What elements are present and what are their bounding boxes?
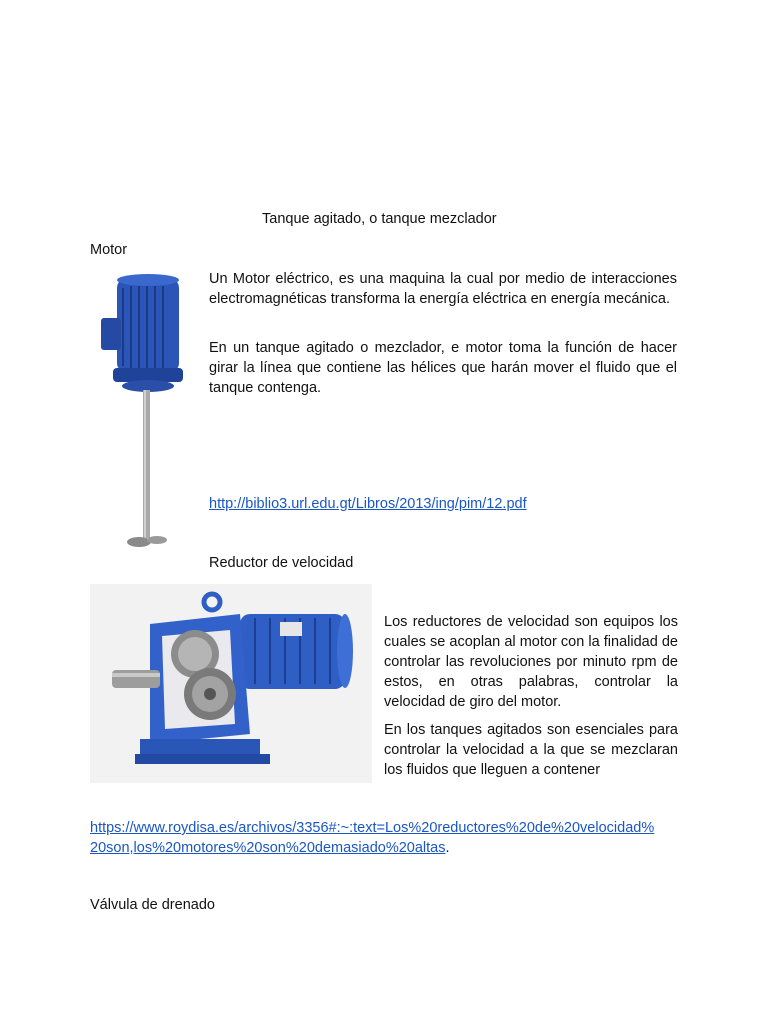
reductor-paragraph-2: En los tanques agitados son esenciales para controlar la velocidad a la que se mezclaran los fluidos que lleguen a contener (384, 722, 678, 778)
motor-agitator-image (95, 268, 195, 553)
motor-heading: Motor (90, 242, 128, 258)
reductor-reference (90, 818, 690, 858)
document-title: Tanque agitado, o tanque mezclador (262, 211, 497, 227)
reductor-reference-period: . (445, 840, 450, 856)
reductor-paragraph-1: Los reductores de velocidad son equipos los cuales se acoplan al motor con la finalidad de controlar las revoluciones por minuto rpm de estos, en otras palabras, controlar la velocidad de giro del motor. (384, 614, 678, 710)
motor-paragraph-2: En un tanque agitado o mezclador, e motor toma la función de hacer girar la línea que contiene las hélices que harán mover el fluido que el tanque contenga. (209, 340, 677, 396)
reductor-reference-link-line1[interactable]: https://www.roydisa.es/archivos/3356#:~:text=Los%20reductores%20de%20velocidad% (90, 820, 655, 836)
motor-reference-link[interactable]: http://biblio3.url.edu.gt/Libros/2013/ing/pim/12.pdf (209, 496, 527, 512)
reductor-heading: Reductor de velocidad (209, 555, 354, 571)
speed-reducer-image (90, 584, 372, 783)
motor-paragraph-1: Un Motor eléctrico, es una maquina la cual por medio de interacciones electromagnéticas transforma la energía eléctrica en energía mecánica. (209, 271, 677, 307)
valvula-heading: Válvula de drenado (90, 897, 215, 913)
reductor-reference-link-line2[interactable]: 20son,los%20motores%20son%20demasiado%20altas (90, 840, 446, 856)
